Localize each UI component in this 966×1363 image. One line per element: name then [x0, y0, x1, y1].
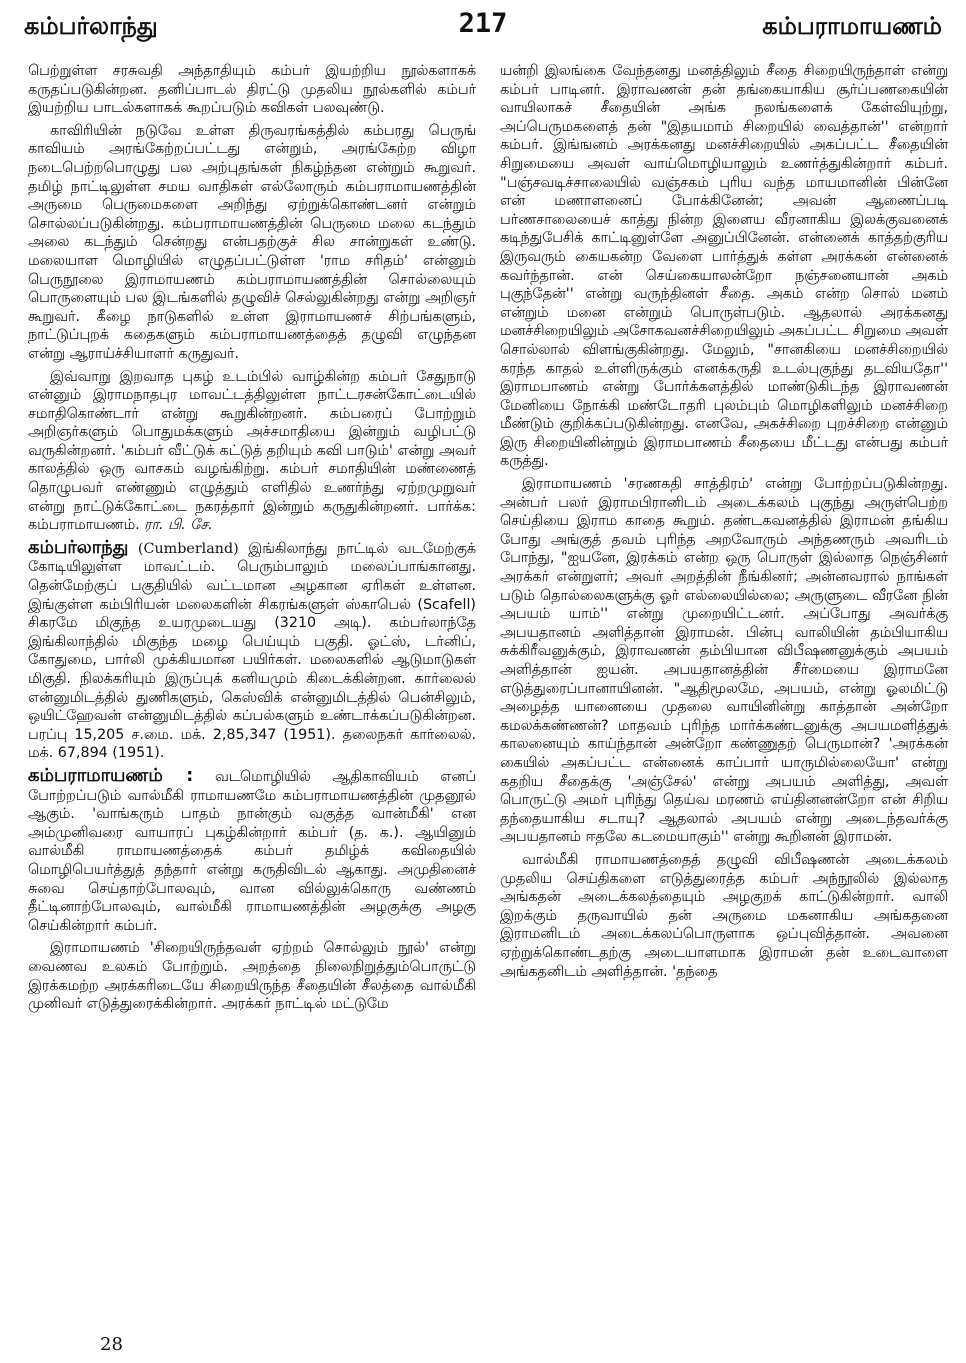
- entry-headword-english: (Cumberland): [137, 540, 239, 557]
- page-number-bottom: 28: [100, 1334, 123, 1355]
- paragraph: இராமாயணம் 'சரணகதி சாத்திரம்' என்று போற்றப்படுகின்றது. அன்பர் பலர் இராமபிரானிடம் அடைக்கலம் புகுந்து அருள்பெற்ற செய்தியை இராம காதை கூறும். தண்டகவனத்தில் இராமன் தங்கிய போது அங்குத் தவம் புரிந்த அறவோரும் அந்தணரும் அவரிடம் போந்து, "ஐயனே, இரக்கம் என்ற ஒரு பொருள் இல்லாத நெஞ்சினர் அரக்கர் என்றுளர்; அவர் அறத்தின் நீங்கினர்; அன்னவரால் நாங்கள் படும் தொல்லைகளுக்கு ஓர் எல்லையில்லை; அருளுடை வீரனே நின் அபயம் யாம்'' என்று முறையிட்டனர். அப்போது அவர்க்கு அபயதானம் அளித்தான் இராமன். பின்பு வாலியின் தம்பியாகிய சுக்கிரீவனுக்கும், இராவணன் தம்பியான விபீஷணனுக்கும் அபயம் அளித்தான் ஐயன். அபயதானத்தின் சீர்மையை இராமனே எடுத்துரைப்பானாயினன். "ஆதிமூலமே, அபயம், என்று ஓலமிட்டு அழைத்த யானையை முதலை வாயினின்று காத்தான் அன்றோ கமலக்கண்ணன்? மாதவம் புரிந்த மார்க்கண்டனுக்கு அபயமளித்துக் காலனையும் காய்ந்தான் அன்றோ கண்ணுதற் பெருமான்? 'அரக்கன் கையில் அகப்பட்ட என்னைக் காப்பார் யாருமில்லையோ' என்று கதறிய சீதைக்கு 'அஞ்சேல்' என்று அபயம் அளித்து, அவள் பொருட்டு அமர் புரிந்து தெய்வ மரணம் எய்தினனன்றோ என் சிறிய தந்தையாகிய சடாயு? ஆதலால் அபயம் என்று அடைந்தவர்க்கு அபயதானம் ஈதலே கடமையாகும்'' என்று கூறினன் இராமன்.: [500, 476, 948, 846]
- left-column: [28, 62, 476, 1327]
- paragraph-text: இவ்வாறு இறவாத புகழ் உடம்பில் வாழ்கின்ற கம்பர் சேதுநாடு என்னும் இராமநாதபுர மாவட்டத்திலுள்ள நாட்டரசன்கோட்டையில் சமாதிகொண்டார் என்று கூறுகின்றனர். கம்பரைப் போற்றும் அறிஞர்களும் பொதுமக்களும் அச்சமாதியை இன்றும் வழிபட்டு வருகின்றனர். 'கம்பர் வீட்டுக் கட்டுத் தறியும் கவி பாடும்' என்று அவர் காலத்தில் ஒரு வாசகம் வழங்கிற்று. கம்பர் சமாதியின் மண்ணைத் தொழுபவர் எண்ணும் எழுத்தும் எளிதில் உணர்ந்து ஏற்றமுறுவர் என்று நாட்டுக்கோட்டை நகரத்தார் இன்றும் கருதுகின்றனர். பார்க்க: கம்பராமாயணம்.: [28, 368, 476, 534]
- right-column: [500, 62, 948, 1327]
- page-header: [24, 8, 942, 48]
- entry-text: தலைநகர் கார்லைல். மக். 67,894 (1951).: [28, 726, 476, 762]
- paragraph: பெற்றுள்ள சரசுவதி அந்தாதியும் கம்பர் இயற்றிய நூல்களாகக் கருதப்படுகின்றன. தனிப்பாடல் திரட்டு முதலிய நூல்களில் கம்பர் இயற்றிய பாடல்களாகக் கூறப்படும் கவிகள் பலவுண்டு.: [28, 63, 476, 117]
- entry-kambaramayanam: [28, 764, 476, 935]
- entry-text: வடமொழியில் ஆதிகாவியம் எனப் போற்றப்படும் வால்மீகி ராமாயணமே கம்பராமாயணத்தின் முதனூல் ஆகும். 'வாங்கரும் பாதம் நான்கும் வகுத்த வான்மீகி' என அம்முனிவரை வாயாரப் புகழ்கின்றார் கம்பர் (த. க.). ஆயினும் வால்மீகி ராமாயணத்தைக் கம்பர் தமிழ்க் கவிதையில் மொழிபெயர்த்துத் தந்தார் என்று கருதிவிடல் ஆகாது. அமுதினைச் சுவை செய்தாற்போலவும், வான வில்லுக்கொரு வண்ணம் தீட்டினாற்போலவும், வால்மீகி ராமாயணத்தின் அழகுக்கு அழகு செய்கின்றார் கம்பர்.: [28, 768, 476, 934]
- paragraph: இராமாயணம் 'சிறையிருந்தவள் ஏற்றம் சொல்லும் நூல்' என்று வைணவ உலகம் போற்றும். அறத்தை நிலைநிறுத்தும்பொருட்டு இரக்கமற்ற அரக்கரிடையே சிறையிருந்த சீதையின் சீலத்தை வால்மீகி முனிவர் எடுத்துரைக்கின்றார். அரக்கர் நாட்டில் மட்டுமே: [28, 940, 476, 1013]
- entry-headword: கம்பராமாயணம் :: [28, 764, 194, 786]
- paragraph: வால்மீகி ராமாயணத்தைத் தழுவி விபீஷணன் அடைக்கலம் முதலிய செய்திகளை எடுத்துரைத்த கம்பர் அந்நூலில் இல்லாத அங்கதன் அடைக்கலத்தையும் அழகுறக் காட்டுகின்றார். வாலி இறக்கும் தருவாயில் தன் அருமை மகனாகிய அங்கதனை இராமனிடம் அடைக்கலப்பொருளாக ஒப்புவித்தான். அவனை ஏற்றுக்கொண்டதற்கு அடையாளமாக இராமன் தன் உடைவாளை அங்கதனிடம் அளித்தான். 'தந்தை: [500, 851, 948, 980]
- entry-cumberland: [28, 536, 476, 763]
- entry-text: இங்கிலாந்து நாட்டில் வடமேற்குக் கோடியிலுள்ள மாவட்டம். பெரும்பாலும் மலைப்பாங்கானது. தென்மேற்குப் பகுதியில் வட்டமான அழகான ஏரிகள் உள்ளன. இங்குள்ள கம்பிரியன் மலைகளின் சிகரங்களுள் ஸ்காபெல் (Scafell) சிகரமே மிகுந்த உயரமுடையது (3210 அடி). கம்பர்லாந்தே இங்கிலாந்தில் மிகுந்த மழை பெய்யும் பகுதி. ஓட்ஸ், டர்னிப், கோதுமை, பார்லி முக்கியமான பயிர்கள். மலைகளில் ஆடுமாடுகள் மிகுதி. நிலக்கரியும் இருப்புக் கனியமும் கிடைக்கின்றன. கார்லைல் என்னுமிடத்தில் துணிகளும், கெஸ்விக் என்னுமிடத்தில் பென்சிலும், ஒயிட்ஹேவன் என்னுமிடத்தில் கப்பல்களும் உண்டாக்கப்படுகின்றன. பரப்பு 15,205 ச.மை. மக். 2,85,347 (1951).: [28, 540, 476, 743]
- running-head-left: கம்பர்லாந்து: [24, 12, 158, 40]
- running-head-right: கம்பராமாயணம்: [762, 12, 942, 40]
- page-number-top: 217: [458, 8, 508, 39]
- paragraph: யன்றி இலங்கை வேந்தனது மனத்திலும் சீதை சிறையிருந்தாள் என்று கம்பர் பாடினர். இராவணன் தன் தங்கையாகிய சூர்ப்பணகையின் வாயிலாகச் சீதையின் அங்க நலங்களைக் கேள்வியுற்று, அப்பெருமகளைத் தன் "இதயமாம் சிறையில் வைத்தான்'' என்றார் கம்பர். இங்ஙனம் அரக்கனது மனச்சிறையில் அகப்பட்ட சீதையின் சிறுமையை அவள் வாய்மொழியாலும் உணர்த்துகின்றார் கம்பர். "பஞ்சவடிச்சாலையில் வஞ்சகம் புரிய வந்த மாயமானின் பின்னே என் மணாளனைப் போக்கினேன்; அவன் ஆணைப்படி பர்ணசாலையைச் காத்து நின்ற இளைய வீரனாகிய இலக்குவனைக் கடிந்துபேசிக் காட்டினுள்ளே அனுப்பினேன். என்னைக் காத்தற்குரிய இருவரும் கையகன்ற வேளை பார்த்துக் கள்ள அரக்கன் என்னைக் கவர்ந்தான். என் செய்கையாலன்றோ நஞ்சனையான் அகம் புகுந்தேன்'' என்று வருந்தினள் சீதை. அகம் என்ற சொல் மனம் என்றும் மனை என்றும் பொருள்படும். ஆதலால் அரக்கனது மனச்சிறையிலும் அசோகவனச்சிறையிலும் அகப்பட்ட சிறுமை அவள் சொல்லால் விளங்குகின்றது. மேலும், "சானகியை மனச்சிறையில் கரந்த காதல் உள்ளிருக்கும் எனக்கருதி உடல்புகுந்து தடவியதோ'' இராமபாணம் என்று போர்க்களத்தில் மாண்டுகிடந்த இராவணன் மேனியை நோக்கி மண்டோதரி புலம்பும் மொழிகளிலும் மனச்சிறை மீண்டும் குறிக்கப்படுகின்றது. எனவே, அகச்சிறை புறச்சிறை என்னும் இரு சிறையினின்றும் இராமபாணம் சீதையை மீட்டது என்பது கம்பர் கருத்து.: [500, 63, 948, 470]
- paragraph: [28, 368, 476, 535]
- author-signature: ரா. பி. சே.: [144, 517, 213, 534]
- paragraph: காவிரியின் நடுவே உள்ள திருவரங்கத்தில் கம்பரது பெருங் காவியம் அரங்கேற்றப்பட்டது என்றும், அரங்கேற்ற விழா நடைபெற்றபொழுது பல அற்புதங்கள் நிகழ்ந்தன என்றும் கூறுவர். தமிழ் நாட்டிலுள்ள சமய வாதிகள் எல்லோரும் கம்பராமாயணத்தின் அருமை பெருமைகளை அறிந்து ஏற்றுக்கொண்டனர் என்றும் சொல்லப்படுகின்றது. கம்பராமாயணத்தின் பெருமை மலை கடந்தும் அலை கடந்தும் சென்றது என்பதற்குச் சில சான்றுகள் உண்டு. மலையாள மொழியில் எழுதப்பட்டுள்ள 'ராம சரிதம்' என்னும் பெருநூலை இராமாயணம் கம்பராமாயணத்தின் சொல்லையும் பொருளையும் பல இடங்களில் தழுவிச் செல்லுகின்றது என்று அறிஞர் கூறுவர். கீழை நாடுகளில் உள்ள இராமாயணச் சிற்பங்களும், நாட்டுப்புறக் கதைகளும் கம்பராமாயணத்தைத் தழுவி எழுந்தன என்று ஆராய்ச்சியாளர் கருதுவர்.: [28, 122, 476, 362]
- entry-headword: கம்பர்லாந்து: [28, 536, 129, 558]
